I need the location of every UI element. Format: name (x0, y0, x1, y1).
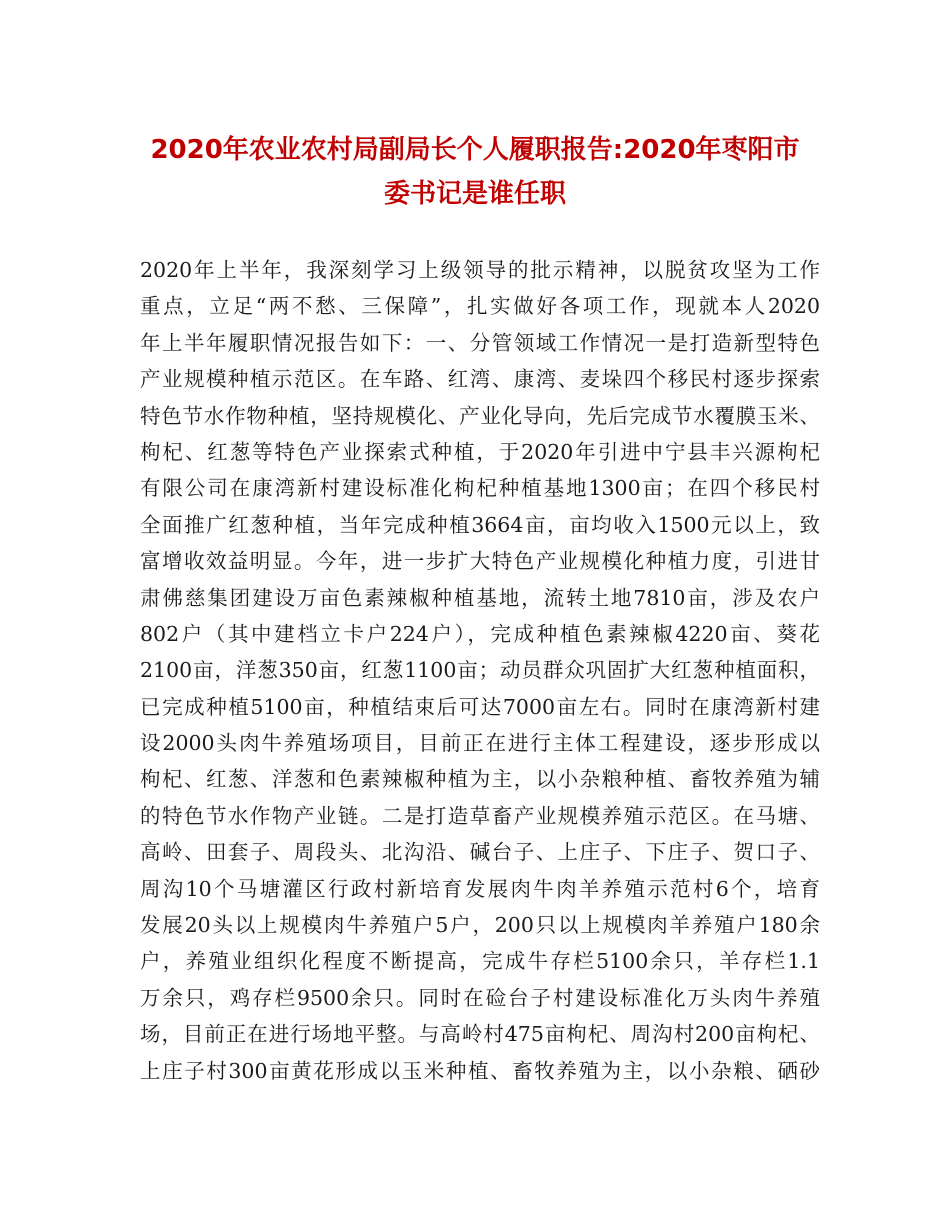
body-line: 产业规模种植示范区。在车路、红湾、康湾、麦垛四个移民村逐步探索 (140, 367, 820, 392)
body-line: 设2000头肉牛养殖场项目，目前正在进行主体工程建设，逐步形成以 (140, 731, 820, 756)
body-line: 802户（其中建档立卡户224户），完成种植色素辣椒4220亩、葵花 (140, 621, 820, 646)
body-line: 已完成种植5100亩，种植结束后可达7000亩左右。同时在康湾新村建 (140, 694, 820, 719)
body-line: 有限公司在康湾新村建设标准化枸杞种植基地1300亩；在四个移民村 (140, 476, 820, 501)
body-line: 高岭、田套子、周段头、北沟沿、碱台子、上庄子、下庄子、贺口子、 (140, 840, 820, 865)
body-line: 肃佛慈集团建设万亩色素辣椒种植基地，流转土地7810亩，涉及农户 (140, 585, 820, 610)
body-line: 特色节水作物种植，坚持规模化、产业化导向，先后完成节水覆膜玉米、 (140, 403, 820, 428)
body-line: 场，目前正在进行场地平整。与高岭村475亩枸杞、周沟村200亩枸杞、 (140, 1022, 820, 1047)
body-line: 富增收效益明显。今年，进一步扩大特色产业规模化种植力度，引进甘 (140, 549, 820, 574)
body-line: 的特色节水作物产业链。二是打造草畜产业规模养殖示范区。在马塘、 (140, 803, 820, 828)
body-line: 户，养殖业组织化程度不断提高，完成牛存栏5100余只，羊存栏1.1 (140, 949, 820, 974)
title-line-1: 2020年农业农村局副局长个人履职报告:2020年枣阳市 (150, 135, 800, 165)
body-line: 枸杞、红葱、洋葱和色素辣椒种植为主，以小杂粮种植、畜牧养殖为辅 (140, 767, 820, 792)
body-line: 全面推广红葱种植，当年完成种植3664亩，亩均收入1500元以上，致 (140, 512, 820, 537)
body-line: 万余只，鸡存栏9500余只。同时在硷台子村建设标准化万头肉牛养殖 (140, 985, 820, 1010)
body-line: 年上半年履职情况报告如下：一、分管领域工作情况一是打造新型特色 (140, 330, 820, 355)
document-title (110, 128, 840, 216)
body-line: 周沟10个马塘灌区行政村新培育发展肉牛肉羊养殖示范村6个，培育 (140, 876, 820, 901)
body-line: 2020年上半年，我深刻学习上级领导的批示精神，以脱贫攻坚为工作 (140, 258, 820, 282)
body-line: 重点，立足“两不愁、三保障”，扎实做好各项工作，现就本人2020 (140, 294, 820, 319)
body-line: 发展20头以上规模肉牛养殖户5户，200只以上规模肉羊养殖户180余 (140, 913, 820, 938)
body-line: 上庄子村300亩黄花形成以玉米种植、畜牧养殖为主，以小杂粮、硒砂 (140, 1058, 820, 1083)
title-line-2: 委书记是谁任职 (383, 179, 566, 209)
body-line: 2100亩，洋葱350亩，红葱1100亩；动员群众巩固扩大红葱种植面积， (140, 658, 820, 683)
document-body (140, 252, 820, 1089)
body-line: 枸杞、红葱等特色产业探索式种植，于2020年引进中宁县丰兴源枸杞 (140, 439, 820, 464)
